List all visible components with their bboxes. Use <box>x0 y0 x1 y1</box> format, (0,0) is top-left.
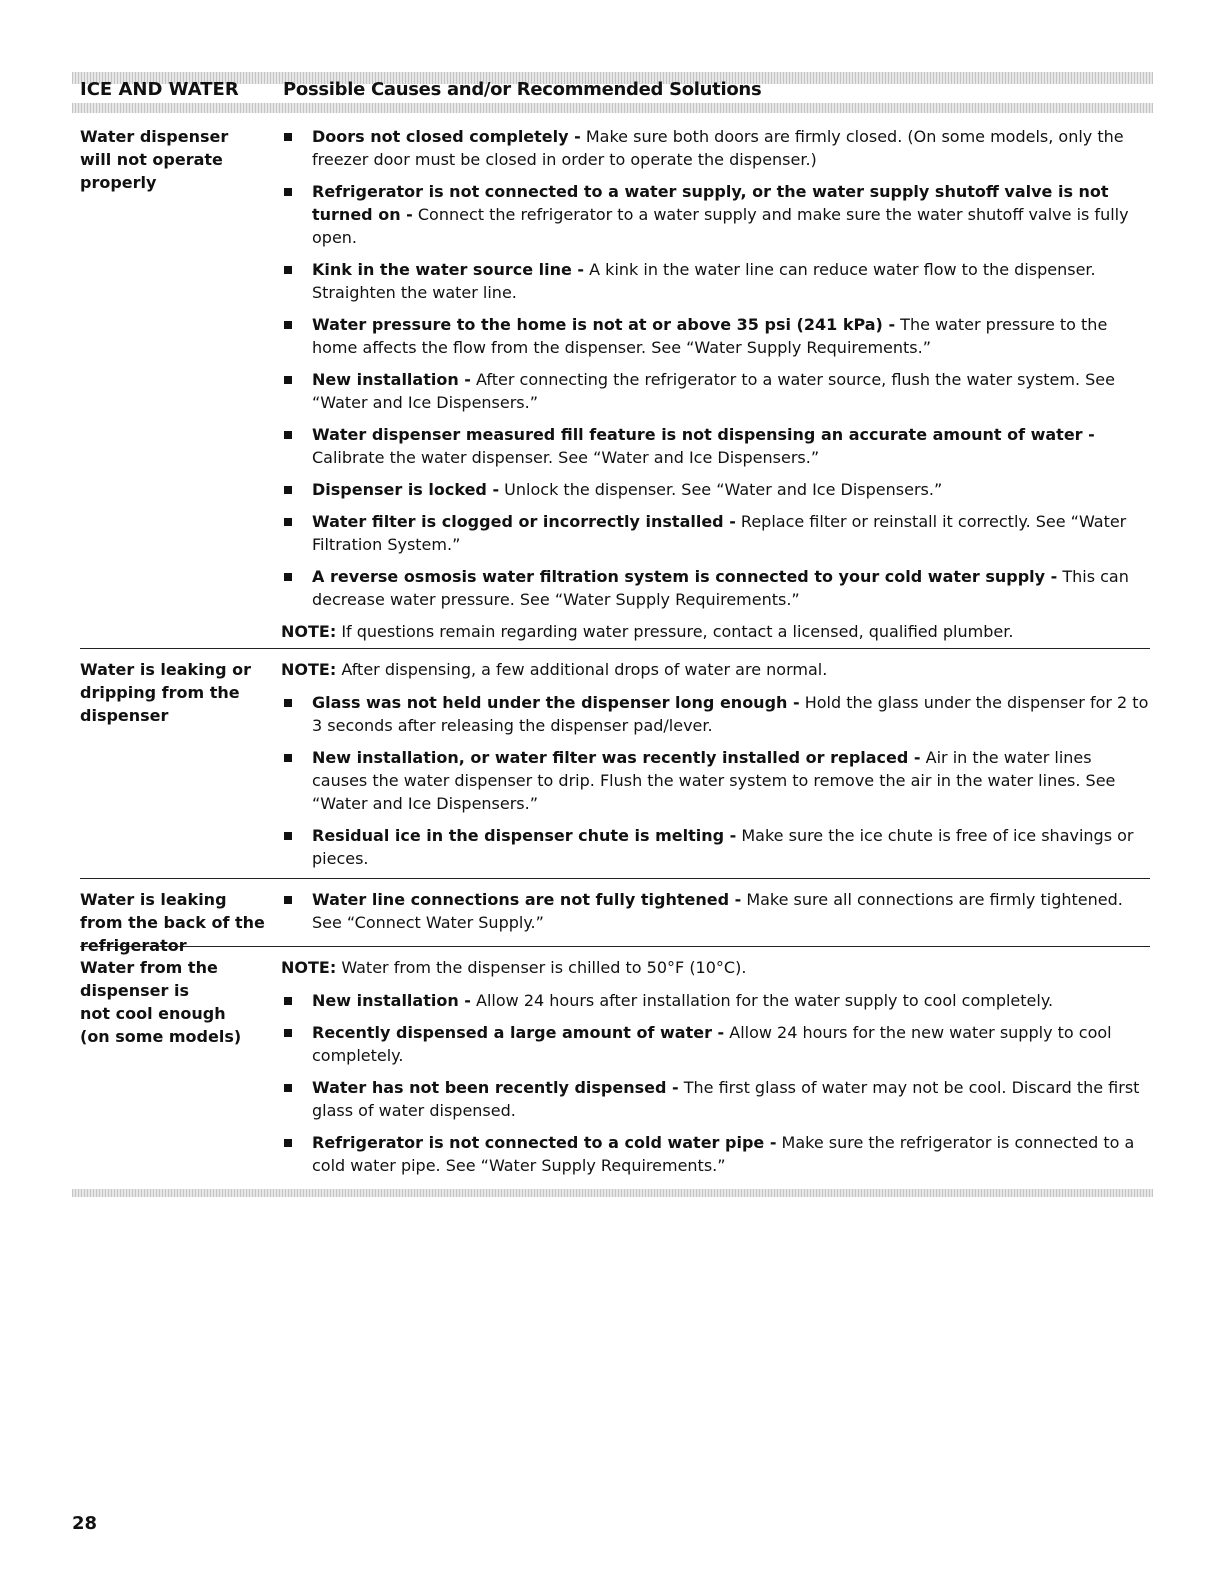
solution-item <box>281 313 1150 359</box>
problem-row <box>80 947 1150 1183</box>
solution-text: Allow 24 hours for the new water supply to cool completely. <box>312 1023 1112 1065</box>
solution-text: Make sure all connections are firmly tightened. See “Connect Water Supply.” <box>312 890 1123 932</box>
solution-text: A kink in the water line can reduce water flow to the dispenser. Straighten the water line. <box>312 260 1096 302</box>
note-label: NOTE: <box>281 622 337 641</box>
square-bullet-icon <box>284 321 292 329</box>
solution-item <box>281 125 1150 171</box>
cause-title: Water dispenser measured fill feature is not dispensing an accurate amount of water - <box>312 425 1095 444</box>
square-bullet-icon <box>284 997 292 1005</box>
solutions-list <box>281 956 1150 1177</box>
cause-title: Doors not closed completely - <box>312 127 581 146</box>
problem-row <box>80 115 1150 649</box>
solution-item <box>281 565 1150 611</box>
page-number: 28 <box>72 1513 98 1534</box>
note-label: NOTE: <box>281 660 337 679</box>
solution-text: The water pressure to the home affects the flow from the dispenser. See “Water Supply Requirements.” <box>312 315 1108 357</box>
square-bullet-icon <box>284 518 292 526</box>
cause-title: Glass was not held under the dispenser long enough - <box>312 693 800 712</box>
solution-text: Hold the glass under the dispenser for 2 to 3 seconds after releasing the dispenser pad/lever. <box>312 693 1149 735</box>
cause-title: New installation, or water filter was recently installed or replaced - <box>312 748 921 767</box>
solution-item <box>281 1131 1150 1177</box>
solution-item <box>281 423 1150 469</box>
solution-text: This can decrease water pressure. See “Water Supply Requirements.” <box>312 567 1129 609</box>
table-header <box>80 79 1150 103</box>
solution-text: Allow 24 hours after installation for the water supply to cool completely. <box>470 991 1054 1010</box>
solution-item <box>281 888 1150 934</box>
solution-text: Make sure the refrigerator is connected to a cold water pipe. See “Water Supply Requirements.” <box>312 1133 1135 1175</box>
solution-item <box>281 1021 1150 1067</box>
note-paragraph <box>281 620 1150 643</box>
cause-title: New installation - <box>312 991 471 1010</box>
note-text: After dispensing, a few additional drops of water are normal. <box>336 660 828 679</box>
problem-label: Water dispenser will not operate properly <box>80 127 229 192</box>
cause-title: Recently dispensed a large amount of water - <box>312 1023 725 1042</box>
cause-title: New installation - <box>312 370 471 389</box>
square-bullet-icon <box>284 266 292 274</box>
solution-text: Make sure both doors are firmly closed. (On some models, only the freezer door must be closed in order to operate the dispenser.) <box>312 127 1124 169</box>
cause-title: Refrigerator is not connected to a water supply, or the water supply shutoff valve is not turned on - <box>312 182 1109 224</box>
solution-item <box>281 824 1150 870</box>
square-bullet-icon <box>284 1029 292 1037</box>
note-paragraph <box>281 956 1150 979</box>
solution-text: Air in the water lines causes the water dispenser to drip. Flush the water system to remove the air in the water lines. See “Water and Ice Dispensers.” <box>312 748 1116 813</box>
solution-text: After connecting the refrigerator to a water source, flush the water system. See “Water and Ice Dispensers.” <box>312 370 1115 412</box>
header-bottom-rule <box>72 103 1153 113</box>
troubleshooting-table <box>80 115 1150 1183</box>
problem-row <box>80 649 1150 879</box>
cause-title: Kink in the water source line - <box>312 260 585 279</box>
square-bullet-icon <box>284 573 292 581</box>
note-paragraph <box>281 658 1150 681</box>
solution-item <box>281 478 1150 501</box>
problem-label: Water from the dispenser is not cool enough (on some models) <box>80 958 242 1046</box>
solution-text: Calibrate the water dispenser. See “Water and Ice Dispensers.” <box>312 448 820 467</box>
solution-item <box>281 510 1150 556</box>
note-text: Water from the dispenser is chilled to 50°F (10°C). <box>336 958 747 977</box>
note-label: NOTE: <box>281 958 337 977</box>
solution-item <box>281 746 1150 815</box>
cause-title: Water pressure to the home is not at or above 35 psi (241 kPa) - <box>312 315 896 334</box>
solution-text: Replace filter or reinstall it correctly. See “Water Filtration System.” <box>312 512 1127 554</box>
cause-title: Water filter is clogged or incorrectly installed - <box>312 512 736 531</box>
solution-item <box>281 989 1150 1012</box>
square-bullet-icon <box>284 699 292 707</box>
square-bullet-icon <box>284 188 292 196</box>
problem-label: Water is leaking or dripping from the dispenser <box>80 660 251 725</box>
solution-text: Make sure the ice chute is free of ice shavings or pieces. <box>312 826 1134 868</box>
cause-title: Dispenser is locked - <box>312 480 500 499</box>
square-bullet-icon <box>284 832 292 840</box>
table-bottom-rule <box>72 1189 1153 1197</box>
solution-item <box>281 368 1150 414</box>
cause-title: Water line connections are not fully tightened - <box>312 890 742 909</box>
cause-title: A reverse osmosis water filtration system is connected to your cold water supply - <box>312 567 1058 586</box>
header-category: ICE AND WATER <box>80 79 239 100</box>
problem-label: Water is leaking from the back of the refrigerator <box>80 890 265 955</box>
square-bullet-icon <box>284 1084 292 1092</box>
header-solutions: Possible Causes and/or Recommended Solutions <box>283 79 762 100</box>
solution-text: The first glass of water may not be cool. Discard the first glass of water dispensed. <box>312 1078 1140 1120</box>
solution-item <box>281 1076 1150 1122</box>
solutions-list <box>281 125 1150 643</box>
solution-item <box>281 691 1150 737</box>
square-bullet-icon <box>284 376 292 384</box>
cause-title: Water has not been recently dispensed - <box>312 1078 679 1097</box>
cause-title: Residual ice in the dispenser chute is melting - <box>312 826 737 845</box>
square-bullet-icon <box>284 896 292 904</box>
solution-item <box>281 180 1150 249</box>
cause-title: Refrigerator is not connected to a cold water pipe - <box>312 1133 777 1152</box>
solutions-list <box>281 888 1150 934</box>
square-bullet-icon <box>284 431 292 439</box>
square-bullet-icon <box>284 486 292 494</box>
note-text: If questions remain regarding water pressure, contact a licensed, qualified plumber. <box>336 622 1014 641</box>
problem-row <box>80 879 1150 955</box>
square-bullet-icon <box>284 754 292 762</box>
solution-text: Connect the refrigerator to a water supply and make sure the water shutoff valve is fully open. <box>312 205 1129 247</box>
solutions-list <box>281 658 1150 870</box>
square-bullet-icon <box>284 1139 292 1147</box>
solution-item <box>281 258 1150 304</box>
square-bullet-icon <box>284 133 292 141</box>
solution-text: Unlock the dispenser. See “Water and Ice Dispensers.” <box>499 480 943 499</box>
